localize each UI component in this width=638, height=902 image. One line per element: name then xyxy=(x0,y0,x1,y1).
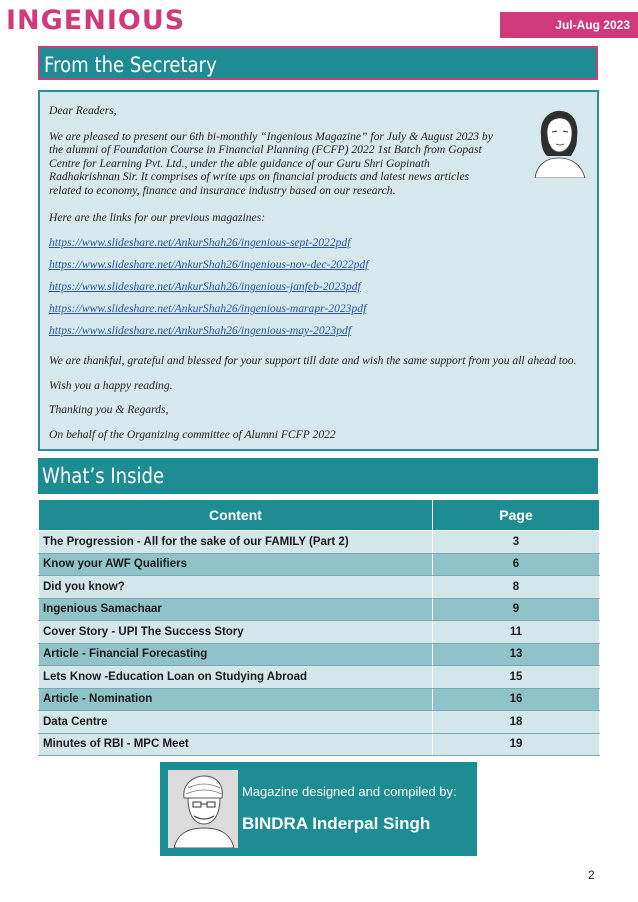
magazine-link-sept-2022[interactable]: https://www.slideshare.net/AnkurShah26/ingenious-sept-2022pdf xyxy=(49,236,351,250)
row-title: Know your AWF Qualifiers xyxy=(39,553,433,576)
letter-greeting: Dear Readers, xyxy=(49,104,117,117)
row-title: Article - Nomination xyxy=(39,688,433,711)
row-title: Article - Financial Forecasting xyxy=(39,643,433,666)
row-title: The Progression - All for the sake of our FAMILY (Part 2) xyxy=(39,531,433,554)
letter-regards: Thanking you & Regards, xyxy=(49,403,169,417)
table-row xyxy=(39,553,600,576)
table-row xyxy=(39,711,600,734)
row-page: 11 xyxy=(433,621,600,644)
row-page: 19 xyxy=(433,733,600,756)
designer-portrait-icon xyxy=(168,770,238,848)
table-row xyxy=(39,688,600,711)
magazine-link-marapr-2023[interactable]: https://www.slideshare.net/AnkurShah26/ingenious-marapr-2023pdf xyxy=(49,302,367,316)
table-row xyxy=(39,576,600,599)
row-title: Ingenious Samachaar xyxy=(39,598,433,621)
table-row xyxy=(39,643,600,666)
magazine-link-nov-dec-2022[interactable]: https://www.slideshare.net/AnkurShah26/ingenious-nov-dec-2022pdf xyxy=(49,258,369,272)
letter-wish: Wish you a happy reading. xyxy=(49,378,173,392)
column-header-page: Page xyxy=(433,500,600,531)
magazine-link-janfeb-2023[interactable]: https://www.slideshare.net/AnkurShah26/ingenious-janfeb-2023pdf xyxy=(49,280,361,294)
contents-section-header xyxy=(38,458,598,494)
contents-section-title: What’s Inside xyxy=(42,464,165,488)
table-row xyxy=(39,531,600,554)
row-page: 16 xyxy=(433,688,600,711)
issue-badge: Jul-Aug 2023 xyxy=(500,12,638,38)
row-title: Data Centre xyxy=(39,711,433,734)
row-page: 9 xyxy=(433,598,600,621)
letter-thanks: We are thankful, grateful and blessed for your support till date and wish the same support from you all ahead too. xyxy=(49,354,577,368)
designer-photo xyxy=(168,770,238,848)
row-page: 8 xyxy=(433,576,600,599)
links-intro: Here are the links for our previous magazines: xyxy=(49,210,266,224)
row-title: Minutes of RBI - MPC Meet xyxy=(39,733,433,756)
letter-intro: We are pleased to present our 6th bi-monthly “Ingenious Magazine” for July & August 2023 by the alumni of Foundation Course in Financial Planning (FCFP) 2022 1st Batch from Gopast Centre for Learning Pvt. Ltd., under the able guidance of our Guru Shri Gopinath Radhakrishnan Sir. It comprises of write ups on financial products and latest news articles related to economy, finance and insurance industry based on our research. xyxy=(49,129,493,197)
designer-credit xyxy=(160,762,477,856)
row-page: 15 xyxy=(433,666,600,689)
row-title: Lets Know -Education Loan on Studying Abroad xyxy=(39,666,433,689)
designer-caption: Magazine designed and compiled by: xyxy=(242,784,457,799)
secretary-portrait-icon xyxy=(527,106,589,178)
secretary-letter xyxy=(38,90,599,451)
masthead-logo: INGENIOUS xyxy=(6,5,186,36)
table-row xyxy=(39,598,600,621)
row-title: Cover Story - UPI The Success Story xyxy=(39,621,433,644)
row-page: 3 xyxy=(433,531,600,554)
row-page: 6 xyxy=(433,553,600,576)
row-page: 13 xyxy=(433,643,600,666)
letter-signoff: On behalf of the Organizing committee of Alumni FCFP 2022 xyxy=(49,427,336,441)
contents-table xyxy=(38,499,599,756)
magazine-link-may-2023[interactable]: https://www.slideshare.net/AnkurShah26/ingenious-may-2023pdf xyxy=(49,324,352,338)
table-row xyxy=(39,666,600,689)
secretary-section-title: From the Secretary xyxy=(44,53,217,77)
secretary-section-header xyxy=(38,46,598,80)
contents-header-row xyxy=(39,500,600,531)
page-number: 2 xyxy=(588,868,595,882)
magazine-links-list xyxy=(49,236,587,346)
row-title: Did you know? xyxy=(39,576,433,599)
table-row xyxy=(39,621,600,644)
row-page: 18 xyxy=(433,711,600,734)
table-row xyxy=(39,733,600,756)
column-header-content: Content xyxy=(39,500,433,531)
designer-name: BINDRA Inderpal Singh xyxy=(242,814,431,833)
